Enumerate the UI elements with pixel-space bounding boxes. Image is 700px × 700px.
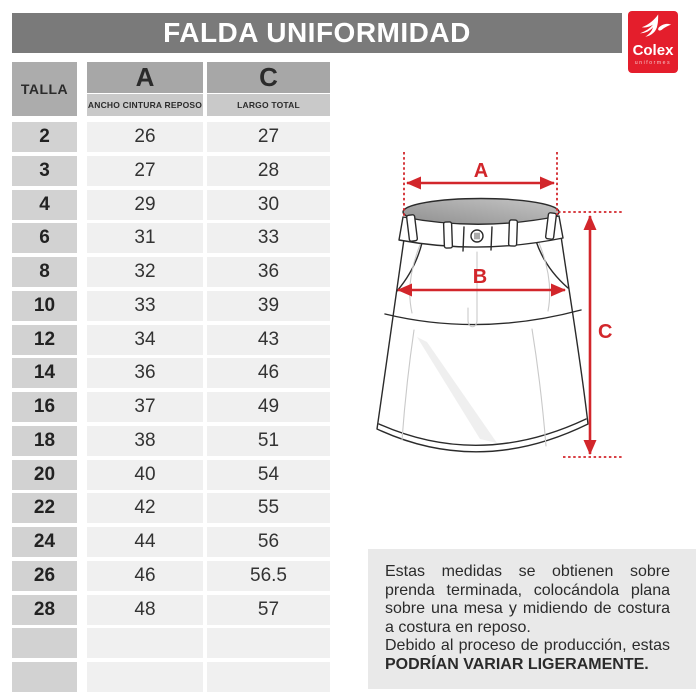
value-a-cell: 48 (87, 595, 203, 625)
value-c-cell: 30 (207, 190, 330, 220)
value-a-cell: 32 (87, 257, 203, 287)
size-cell (12, 628, 77, 658)
value-c-cell: 57 (207, 595, 330, 625)
value-c-cell: 36 (207, 257, 330, 287)
size-cell: 10 (12, 291, 77, 321)
column-header-a-description: ANCHO CINTURA REPOSO (87, 94, 203, 116)
size-cell: 12 (12, 325, 77, 355)
column-header-c-letter: C (207, 62, 330, 93)
value-a-cell: 42 (87, 493, 203, 523)
value-a-cell: 26 (87, 122, 203, 152)
value-a-cell: 44 (87, 527, 203, 557)
value-a-cell: 33 (87, 291, 203, 321)
value-c-cell: 27 (207, 122, 330, 152)
size-cell: 26 (12, 561, 77, 591)
note-paragraph-1 (385, 563, 670, 637)
value-a-cell: 29 (87, 190, 203, 220)
label-c: C (598, 321, 613, 343)
skirt-measurement-diagram (360, 130, 700, 475)
value-c-cell (207, 662, 330, 692)
column-header-c-description: LARGO TOTAL (207, 94, 330, 116)
value-c-cell: 43 (207, 325, 330, 355)
value-a-cell: 46 (87, 561, 203, 591)
logo-brand-text: Colex (632, 42, 674, 59)
value-c-cell: 39 (207, 291, 330, 321)
skirt-body (377, 222, 588, 452)
size-cell: 2 (12, 122, 77, 152)
note-text-2: Debido al proceso de producción, estas (385, 637, 670, 654)
value-c-cell (207, 628, 330, 658)
logo-tagline: uniformes (634, 60, 672, 66)
size-cell: 22 (12, 493, 77, 523)
value-c-cell: 28 (207, 156, 330, 186)
note-text-bold: PODRÍAN VARIAR LIGERAMENTE. (385, 655, 649, 673)
size-cell: 18 (12, 426, 77, 456)
size-cell: 28 (12, 595, 77, 625)
note-text-1: Estas medidas se obtienen sobre prenda terminada, colocándola plana sobre una mesa y midiendo de costura a costura en reposo. (385, 563, 670, 636)
value-c-cell: 56 (207, 527, 330, 557)
value-c-cell: 49 (207, 392, 330, 422)
skirt-sketch (377, 199, 588, 452)
value-a-cell: 36 (87, 358, 203, 388)
value-a-cell (87, 662, 203, 692)
size-cell (12, 662, 77, 692)
label-b: B (472, 266, 488, 288)
value-a-cell: 40 (87, 460, 203, 490)
size-cell: 14 (12, 358, 77, 388)
size-cell: 24 (12, 527, 77, 557)
value-a-cell: 38 (87, 426, 203, 456)
measurement-note (368, 549, 696, 689)
value-c-cell: 33 (207, 223, 330, 253)
value-a-cell: 37 (87, 392, 203, 422)
size-cell: 6 (12, 223, 77, 253)
size-cell: 8 (12, 257, 77, 287)
size-cell: 20 (12, 460, 77, 490)
value-c-cell: 56.5 (207, 561, 330, 591)
note-paragraph-2 (385, 637, 670, 674)
value-c-cell: 51 (207, 426, 330, 456)
value-c-cell: 55 (207, 493, 330, 523)
size-cell: 16 (12, 392, 77, 422)
size-cell: 4 (12, 190, 77, 220)
value-c-cell: 54 (207, 460, 330, 490)
column-header-talla: TALLA (12, 62, 77, 116)
value-a-cell: 27 (87, 156, 203, 186)
value-a-cell (87, 628, 203, 658)
label-a: A (473, 160, 489, 182)
value-a-cell: 34 (87, 325, 203, 355)
page-title: FALDA UNIFORMIDAD (163, 17, 471, 48)
value-a-cell: 31 (87, 223, 203, 253)
value-c-cell: 46 (207, 358, 330, 388)
column-header-a-letter: A (87, 62, 203, 93)
size-cell: 3 (12, 156, 77, 186)
